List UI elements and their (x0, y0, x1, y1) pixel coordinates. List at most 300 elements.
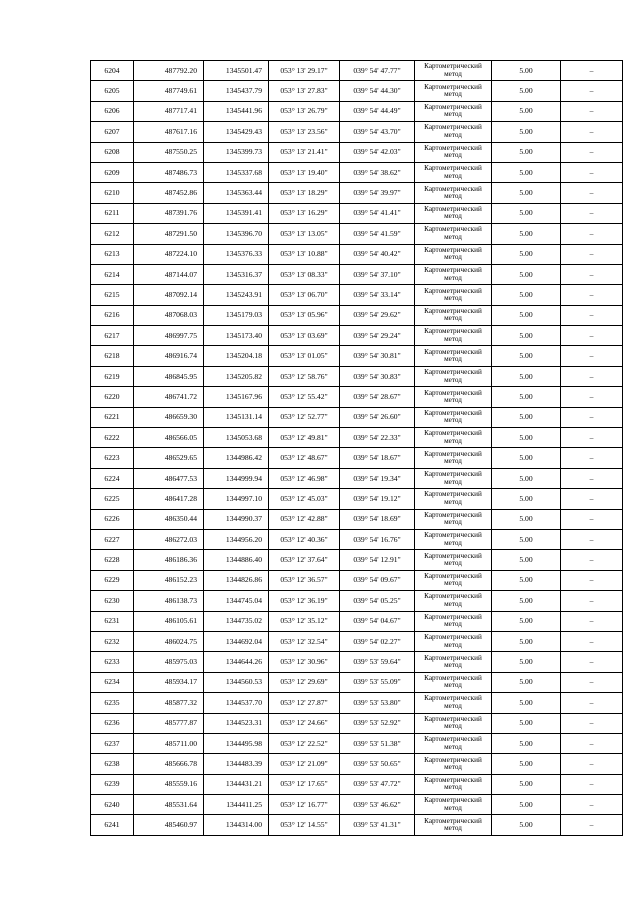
accuracy-cell: 5.00 (492, 570, 561, 590)
method-cell: Картометрический метод (415, 468, 492, 488)
accuracy-cell: 5.00 (492, 795, 561, 815)
table-row (91, 81, 623, 101)
latitude-cell: 053° 13' 06.70" (269, 285, 340, 305)
table-row (91, 550, 623, 570)
method-cell: Картометрический метод (415, 264, 492, 284)
longitude-cell: 039° 53' 51.38" (340, 733, 415, 753)
table-row (91, 264, 623, 284)
accuracy-cell: 5.00 (492, 264, 561, 284)
table-row (91, 693, 623, 713)
latitude-cell: 053° 12' 30.96" (269, 652, 340, 672)
x-coordinate-cell: 486024.75 (134, 631, 204, 651)
coordinates-table (90, 60, 623, 836)
note-cell: – (561, 509, 623, 529)
table-row (91, 631, 623, 651)
table-row (91, 448, 623, 468)
note-cell: – (561, 550, 623, 570)
longitude-cell: 039° 54' 09.67" (340, 570, 415, 590)
method-cell: Картометрический метод (415, 162, 492, 182)
method-cell: Картометрический метод (415, 61, 492, 81)
note-cell: – (561, 244, 623, 264)
latitude-cell: 053° 12' 48.67" (269, 448, 340, 468)
y-coordinate-cell: 1345205.82 (204, 366, 269, 386)
latitude-cell: 053° 13' 16.29" (269, 203, 340, 223)
accuracy-cell: 5.00 (492, 183, 561, 203)
accuracy-cell: 5.00 (492, 346, 561, 366)
latitude-cell: 053° 12' 58.76" (269, 366, 340, 386)
latitude-cell: 053° 12' 42.88" (269, 509, 340, 529)
coordinates-table-body (91, 61, 623, 836)
table-row (91, 285, 623, 305)
longitude-cell: 039° 53' 47.72" (340, 774, 415, 794)
note-cell: – (561, 122, 623, 142)
latitude-cell: 053° 12' 32.54" (269, 631, 340, 651)
x-coordinate-cell: 486272.03 (134, 529, 204, 549)
latitude-cell: 053° 13' 23.56" (269, 122, 340, 142)
accuracy-cell: 5.00 (492, 713, 561, 733)
y-coordinate-cell: 1345167.96 (204, 387, 269, 407)
y-coordinate-cell: 1344956.20 (204, 529, 269, 549)
x-coordinate-cell: 487144.07 (134, 264, 204, 284)
method-cell: Картометрический метод (415, 733, 492, 753)
x-coordinate-cell: 486152.23 (134, 570, 204, 590)
point-number-cell: 6223 (91, 448, 134, 468)
accuracy-cell: 5.00 (492, 550, 561, 570)
point-number-cell: 6205 (91, 81, 134, 101)
accuracy-cell: 5.00 (492, 305, 561, 325)
y-coordinate-cell: 1345131.14 (204, 407, 269, 427)
x-coordinate-cell: 486350.44 (134, 509, 204, 529)
point-number-cell: 6204 (91, 61, 134, 81)
latitude-cell: 053° 12' 36.57" (269, 570, 340, 590)
y-coordinate-cell: 1344826.86 (204, 570, 269, 590)
accuracy-cell: 5.00 (492, 468, 561, 488)
table-row (91, 244, 623, 264)
longitude-cell: 039° 54' 33.14" (340, 285, 415, 305)
note-cell: – (561, 713, 623, 733)
note-cell: – (561, 774, 623, 794)
y-coordinate-cell: 1344560.53 (204, 672, 269, 692)
accuracy-cell: 5.00 (492, 652, 561, 672)
longitude-cell: 039° 53' 52.92" (340, 713, 415, 733)
longitude-cell: 039° 53' 41.31" (340, 815, 415, 835)
latitude-cell: 053° 13' 29.17" (269, 61, 340, 81)
y-coordinate-cell: 1345399.73 (204, 142, 269, 162)
longitude-cell: 039° 54' 29.62" (340, 305, 415, 325)
point-number-cell: 6209 (91, 162, 134, 182)
table-row (91, 733, 623, 753)
accuracy-cell: 5.00 (492, 285, 561, 305)
y-coordinate-cell: 1344495.98 (204, 733, 269, 753)
y-coordinate-cell: 1344886.40 (204, 550, 269, 570)
point-number-cell: 6229 (91, 570, 134, 590)
point-number-cell: 6231 (91, 611, 134, 631)
method-cell: Картометрический метод (415, 407, 492, 427)
table-row (91, 101, 623, 121)
note-cell: – (561, 591, 623, 611)
latitude-cell: 053° 12' 21.09" (269, 754, 340, 774)
accuracy-cell: 5.00 (492, 162, 561, 182)
x-coordinate-cell: 485877.32 (134, 693, 204, 713)
latitude-cell: 053° 12' 46.98" (269, 468, 340, 488)
table-row (91, 652, 623, 672)
y-coordinate-cell: 1345429.43 (204, 122, 269, 142)
y-coordinate-cell: 1344411.25 (204, 795, 269, 815)
accuracy-cell: 5.00 (492, 366, 561, 386)
latitude-cell: 053° 13' 05.96" (269, 305, 340, 325)
y-coordinate-cell: 1345173.40 (204, 326, 269, 346)
accuracy-cell: 5.00 (492, 611, 561, 631)
table-row (91, 570, 623, 590)
note-cell: – (561, 224, 623, 244)
method-cell: Картометрический метод (415, 509, 492, 529)
y-coordinate-cell: 1345179.03 (204, 305, 269, 325)
longitude-cell: 039° 54' 28.67" (340, 387, 415, 407)
accuracy-cell: 5.00 (492, 774, 561, 794)
accuracy-cell: 5.00 (492, 733, 561, 753)
method-cell: Картометрический метод (415, 122, 492, 142)
y-coordinate-cell: 1345437.79 (204, 81, 269, 101)
note-cell: – (561, 570, 623, 590)
accuracy-cell: 5.00 (492, 81, 561, 101)
note-cell: – (561, 346, 623, 366)
point-number-cell: 6207 (91, 122, 134, 142)
accuracy-cell: 5.00 (492, 591, 561, 611)
accuracy-cell: 5.00 (492, 101, 561, 121)
latitude-cell: 053° 12' 35.12" (269, 611, 340, 631)
latitude-cell: 053° 13' 19.40" (269, 162, 340, 182)
note-cell: – (561, 285, 623, 305)
y-coordinate-cell: 1344314.00 (204, 815, 269, 835)
y-coordinate-cell: 1344735.02 (204, 611, 269, 631)
longitude-cell: 039° 54' 44.49" (340, 101, 415, 121)
method-cell: Картометрический метод (415, 428, 492, 448)
latitude-cell: 053° 13' 27.83" (269, 81, 340, 101)
table-row (91, 305, 623, 325)
latitude-cell: 053° 12' 52.77" (269, 407, 340, 427)
note-cell: – (561, 81, 623, 101)
longitude-cell: 039° 54' 18.67" (340, 448, 415, 468)
note-cell: – (561, 693, 623, 713)
note-cell: – (561, 162, 623, 182)
y-coordinate-cell: 1345316.37 (204, 264, 269, 284)
note-cell: – (561, 101, 623, 121)
x-coordinate-cell: 485975.03 (134, 652, 204, 672)
point-number-cell: 6220 (91, 387, 134, 407)
latitude-cell: 053° 12' 27.87" (269, 693, 340, 713)
point-number-cell: 6213 (91, 244, 134, 264)
accuracy-cell: 5.00 (492, 529, 561, 549)
note-cell: – (561, 754, 623, 774)
y-coordinate-cell: 1344745.04 (204, 591, 269, 611)
point-number-cell: 6235 (91, 693, 134, 713)
y-coordinate-cell: 1344644.26 (204, 652, 269, 672)
x-coordinate-cell: 487224.10 (134, 244, 204, 264)
x-coordinate-cell: 486477.53 (134, 468, 204, 488)
longitude-cell: 039° 54' 30.81" (340, 346, 415, 366)
table-row (91, 203, 623, 223)
point-number-cell: 6227 (91, 529, 134, 549)
accuracy-cell: 5.00 (492, 326, 561, 346)
note-cell: – (561, 183, 623, 203)
point-number-cell: 6233 (91, 652, 134, 672)
point-number-cell: 6241 (91, 815, 134, 835)
x-coordinate-cell: 487792.20 (134, 61, 204, 81)
y-coordinate-cell: 1345337.68 (204, 162, 269, 182)
longitude-cell: 039° 54' 22.33" (340, 428, 415, 448)
point-number-cell: 6219 (91, 366, 134, 386)
x-coordinate-cell: 487068.03 (134, 305, 204, 325)
x-coordinate-cell: 485934.17 (134, 672, 204, 692)
longitude-cell: 039° 54' 19.34" (340, 468, 415, 488)
accuracy-cell: 5.00 (492, 407, 561, 427)
method-cell: Картометрический метод (415, 244, 492, 264)
point-number-cell: 6221 (91, 407, 134, 427)
method-cell: Картометрический метод (415, 713, 492, 733)
method-cell: Картометрический метод (415, 224, 492, 244)
table-row (91, 611, 623, 631)
method-cell: Картометрический метод (415, 101, 492, 121)
longitude-cell: 039° 53' 55.09" (340, 672, 415, 692)
y-coordinate-cell: 1345243.91 (204, 285, 269, 305)
note-cell: – (561, 815, 623, 835)
x-coordinate-cell: 486566.05 (134, 428, 204, 448)
method-cell: Картометрический метод (415, 815, 492, 835)
longitude-cell: 039° 53' 46.62" (340, 795, 415, 815)
point-number-cell: 6226 (91, 509, 134, 529)
point-number-cell: 6240 (91, 795, 134, 815)
latitude-cell: 053° 13' 03.69" (269, 326, 340, 346)
x-coordinate-cell: 485666.78 (134, 754, 204, 774)
table-row (91, 529, 623, 549)
note-cell: – (561, 264, 623, 284)
latitude-cell: 053° 12' 24.66" (269, 713, 340, 733)
method-cell: Картометрический метод (415, 489, 492, 509)
longitude-cell: 039° 53' 53.80" (340, 693, 415, 713)
y-coordinate-cell: 1344986.42 (204, 448, 269, 468)
point-number-cell: 6222 (91, 428, 134, 448)
method-cell: Картометрический метод (415, 672, 492, 692)
point-number-cell: 6228 (91, 550, 134, 570)
longitude-cell: 039° 54' 05.25" (340, 591, 415, 611)
note-cell: – (561, 611, 623, 631)
accuracy-cell: 5.00 (492, 428, 561, 448)
note-cell: – (561, 733, 623, 753)
x-coordinate-cell: 487092.14 (134, 285, 204, 305)
x-coordinate-cell: 486997.75 (134, 326, 204, 346)
longitude-cell: 039° 54' 18.69" (340, 509, 415, 529)
table-row (91, 815, 623, 835)
table-row (91, 122, 623, 142)
note-cell: – (561, 652, 623, 672)
accuracy-cell: 5.00 (492, 815, 561, 835)
method-cell: Картометрический метод (415, 754, 492, 774)
x-coordinate-cell: 486659.30 (134, 407, 204, 427)
note-cell: – (561, 529, 623, 549)
point-number-cell: 6230 (91, 591, 134, 611)
table-row (91, 754, 623, 774)
y-coordinate-cell: 1345441.96 (204, 101, 269, 121)
note-cell: – (561, 305, 623, 325)
table-row (91, 407, 623, 427)
y-coordinate-cell: 1345053.68 (204, 428, 269, 448)
point-number-cell: 6217 (91, 326, 134, 346)
latitude-cell: 053° 12' 36.19" (269, 591, 340, 611)
latitude-cell: 053° 12' 49.81" (269, 428, 340, 448)
y-coordinate-cell: 1344483.39 (204, 754, 269, 774)
x-coordinate-cell: 486105.61 (134, 611, 204, 631)
method-cell: Картометрический метод (415, 774, 492, 794)
longitude-cell: 039° 54' 16.76" (340, 529, 415, 549)
table-row (91, 387, 623, 407)
x-coordinate-cell: 485777.87 (134, 713, 204, 733)
table-row (91, 183, 623, 203)
note-cell: – (561, 407, 623, 427)
note-cell: – (561, 203, 623, 223)
accuracy-cell: 5.00 (492, 244, 561, 264)
x-coordinate-cell: 485460.97 (134, 815, 204, 835)
latitude-cell: 053° 12' 22.52" (269, 733, 340, 753)
longitude-cell: 039° 54' 37.10" (340, 264, 415, 284)
latitude-cell: 053° 12' 29.69" (269, 672, 340, 692)
y-coordinate-cell: 1344997.10 (204, 489, 269, 509)
method-cell: Картометрический метод (415, 693, 492, 713)
latitude-cell: 053° 13' 01.05" (269, 346, 340, 366)
latitude-cell: 053° 13' 13.05" (269, 224, 340, 244)
y-coordinate-cell: 1344431.21 (204, 774, 269, 794)
longitude-cell: 039° 54' 41.41" (340, 203, 415, 223)
note-cell: – (561, 795, 623, 815)
accuracy-cell: 5.00 (492, 203, 561, 223)
latitude-cell: 053° 13' 10.88" (269, 244, 340, 264)
method-cell: Картометрический метод (415, 387, 492, 407)
method-cell: Картометрический метод (415, 529, 492, 549)
note-cell: – (561, 631, 623, 651)
table-row (91, 346, 623, 366)
method-cell: Картометрический метод (415, 366, 492, 386)
x-coordinate-cell: 487391.76 (134, 203, 204, 223)
table-row (91, 326, 623, 346)
point-number-cell: 6238 (91, 754, 134, 774)
note-cell: – (561, 326, 623, 346)
table-row (91, 713, 623, 733)
method-cell: Картометрический метод (415, 591, 492, 611)
point-number-cell: 6225 (91, 489, 134, 509)
point-number-cell: 6206 (91, 101, 134, 121)
method-cell: Картометрический метод (415, 305, 492, 325)
point-number-cell: 6208 (91, 142, 134, 162)
longitude-cell: 039° 54' 04.67" (340, 611, 415, 631)
method-cell: Картометрический метод (415, 203, 492, 223)
y-coordinate-cell: 1344999.94 (204, 468, 269, 488)
method-cell: Картометрический метод (415, 570, 492, 590)
y-coordinate-cell: 1344990.37 (204, 509, 269, 529)
longitude-cell: 039° 54' 44.30" (340, 81, 415, 101)
accuracy-cell: 5.00 (492, 693, 561, 713)
longitude-cell: 039° 54' 47.77" (340, 61, 415, 81)
longitude-cell: 039° 54' 29.24" (340, 326, 415, 346)
longitude-cell: 039° 54' 02.27" (340, 631, 415, 651)
latitude-cell: 053° 12' 55.42" (269, 387, 340, 407)
longitude-cell: 039° 54' 42.03" (340, 142, 415, 162)
longitude-cell: 039° 54' 40.42" (340, 244, 415, 264)
note-cell: – (561, 61, 623, 81)
x-coordinate-cell: 486741.72 (134, 387, 204, 407)
longitude-cell: 039° 54' 30.83" (340, 366, 415, 386)
x-coordinate-cell: 486916.74 (134, 346, 204, 366)
latitude-cell: 053° 13' 26.79" (269, 101, 340, 121)
longitude-cell: 039° 54' 38.62" (340, 162, 415, 182)
coordinates-page (90, 60, 602, 836)
table-row (91, 509, 623, 529)
table-row (91, 672, 623, 692)
y-coordinate-cell: 1345376.33 (204, 244, 269, 264)
accuracy-cell: 5.00 (492, 224, 561, 244)
longitude-cell: 039° 53' 50.65" (340, 754, 415, 774)
table-row (91, 591, 623, 611)
point-number-cell: 6216 (91, 305, 134, 325)
longitude-cell: 039° 54' 41.59" (340, 224, 415, 244)
point-number-cell: 6224 (91, 468, 134, 488)
latitude-cell: 053° 12' 14.55" (269, 815, 340, 835)
x-coordinate-cell: 485711.00 (134, 733, 204, 753)
note-cell: – (561, 142, 623, 162)
x-coordinate-cell: 486138.73 (134, 591, 204, 611)
method-cell: Картометрический метод (415, 326, 492, 346)
accuracy-cell: 5.00 (492, 631, 561, 651)
table-row (91, 428, 623, 448)
accuracy-cell: 5.00 (492, 387, 561, 407)
method-cell: Картометрический метод (415, 142, 492, 162)
latitude-cell: 053° 12' 17.65" (269, 774, 340, 794)
x-coordinate-cell: 487550.25 (134, 142, 204, 162)
note-cell: – (561, 448, 623, 468)
table-row (91, 142, 623, 162)
accuracy-cell: 5.00 (492, 509, 561, 529)
point-number-cell: 6212 (91, 224, 134, 244)
accuracy-cell: 5.00 (492, 754, 561, 774)
x-coordinate-cell: 486186.36 (134, 550, 204, 570)
note-cell: – (561, 428, 623, 448)
accuracy-cell: 5.00 (492, 61, 561, 81)
table-row (91, 366, 623, 386)
latitude-cell: 053° 12' 37.64" (269, 550, 340, 570)
method-cell: Картометрический метод (415, 611, 492, 631)
x-coordinate-cell: 487617.16 (134, 122, 204, 142)
note-cell: – (561, 387, 623, 407)
method-cell: Картометрический метод (415, 550, 492, 570)
method-cell: Картометрический метод (415, 183, 492, 203)
y-coordinate-cell: 1344523.31 (204, 713, 269, 733)
y-coordinate-cell: 1345391.41 (204, 203, 269, 223)
method-cell: Картометрический метод (415, 631, 492, 651)
latitude-cell: 053° 12' 40.36" (269, 529, 340, 549)
y-coordinate-cell: 1345396.70 (204, 224, 269, 244)
accuracy-cell: 5.00 (492, 122, 561, 142)
latitude-cell: 053° 13' 08.33" (269, 264, 340, 284)
table-row (91, 774, 623, 794)
point-number-cell: 6218 (91, 346, 134, 366)
longitude-cell: 039° 53' 59.64" (340, 652, 415, 672)
x-coordinate-cell: 487452.86 (134, 183, 204, 203)
table-row (91, 795, 623, 815)
note-cell: – (561, 366, 623, 386)
method-cell: Картометрический метод (415, 448, 492, 468)
point-number-cell: 6215 (91, 285, 134, 305)
accuracy-cell: 5.00 (492, 448, 561, 468)
latitude-cell: 053° 12' 45.03" (269, 489, 340, 509)
x-coordinate-cell: 486417.28 (134, 489, 204, 509)
